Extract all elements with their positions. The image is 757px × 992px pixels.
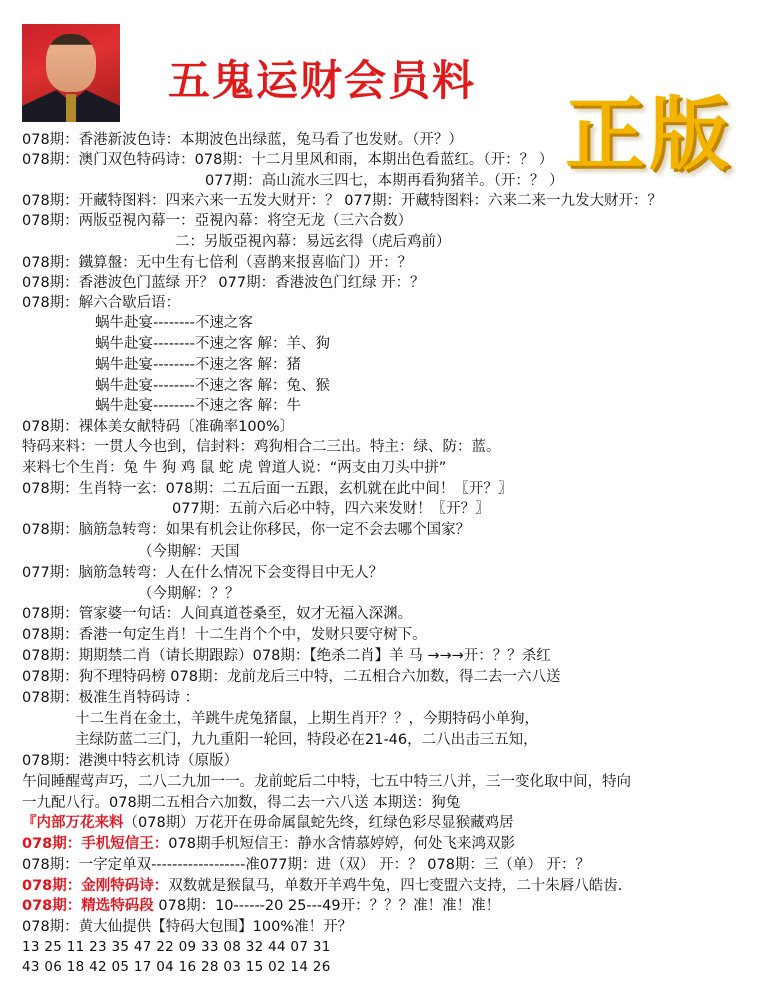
text-line: 077期：高山流水三四七，本期再看狗猪羊。（开：？ ） <box>205 173 564 189</box>
highlight-label: 078期：手机短信王： <box>22 836 169 852</box>
line-text: 078期手机短信王：静水含情慕婷婷，何处飞来鸿双影 <box>168 836 515 852</box>
highlight-label: 078期：精选特码段 <box>22 898 154 914</box>
text-line <box>22 897 500 915</box>
text-line: （今期解：天国 <box>138 544 240 560</box>
text-line <box>22 835 515 853</box>
text-line: 078期：极准生肖特码诗 ： <box>22 690 200 706</box>
text-line: 078期：脑筋急转弯：如果有机会让你移民，你一定不会去哪个国家？ <box>22 522 471 538</box>
text-line: 077期：五前六后必中特，四六来发财！〖开？〗 <box>172 501 490 517</box>
text-line: 十二生肖在金土，羊跳牛虎兔猪鼠，上期生肖开？？，今期特码小单狗， <box>75 711 539 727</box>
line-text: 078期：10------20 25---49开：？？？准！准！准！ <box>153 898 501 914</box>
text-line: 蜗牛赴宴--------不速之客 解：猪 <box>95 357 301 373</box>
text-line: 078期：香港波色门蓝绿 开？ 077期：香港波色门红绿 开：？ <box>22 275 425 291</box>
text-line: 078期：裸体美女献特码〔准确率100%〕 <box>22 419 295 435</box>
text-line: 蜗牛赴宴--------不速之客 解：羊、狗 <box>95 336 330 352</box>
text-line: 078期：鐵算盤：无中生有七倍利（喜鹊来报喜临门）开：？ <box>22 255 413 271</box>
text-line: 一九配八行。078期二五相合六加数，得二去一六八送 本期送：狗兔 <box>22 795 461 811</box>
text-line: 078期：黄大仙提供【特码大包围】100%准！开？ <box>22 919 353 935</box>
line-text: （078期）万花开在毋命属鼠蛇先终，红绿色彩尽显猴藏鸡居 <box>123 815 514 831</box>
highlight-label: 『内部万花来料 <box>22 815 124 831</box>
text-line: 主绿防蓝二三门，九九重阳一轮回，特段必在21-46，二八出击三五知， <box>75 732 538 748</box>
highlight-label: 078期：金刚特码诗： <box>22 878 169 894</box>
text-line: 078期：一字定单双------------------准077期：进（双） 开：？ 078期：三（单） 开：？ <box>22 857 591 873</box>
text-line: 078期：香港新波色诗：本期波色出绿蓝，兔马看了也发财。（开？） <box>22 132 463 148</box>
text-line: 078期：管家婆一句话：人间真道苍桑至，奴才无福入深渊。 <box>22 606 413 622</box>
page-title: 五鬼运财会员料 <box>168 56 477 105</box>
text-line: 078期：澳门双色特码诗：078期：十二月里风和雨，本期出色看蓝红。（开：？ ） <box>22 152 554 168</box>
text-line: 078期：两版亞視內幕一：亞視內幕：将空无龙（三六合数） <box>22 213 413 229</box>
line-text: 双数就是猴鼠马，单数开羊鸡牛兔，四七变盟六支持，二十朱唇八皓齿． <box>168 878 633 894</box>
text-line: 午间睡醒莺声巧，二八二九加一一。龙前蛇后二中特，七五中特三八并，三一变化取中间，特向 <box>22 774 631 790</box>
portrait-photo <box>22 24 120 122</box>
text-line: 特码来料：一贯人今也到，信封料：鸡狗相合二三出。特主：绿、防：蓝。 <box>22 439 501 455</box>
text-line: 078期：香港一句定生肖！十二生肖个个中，发财只要守树下。 <box>22 627 427 643</box>
text-line: 077期：脑筋急转弯：人在什么情况下会变得目中无人？ <box>22 565 384 581</box>
numbers-row-1: 13 25 11 23 35 47 22 09 33 08 32 44 07 31 <box>22 939 331 955</box>
text-line: 078期：期期禁二肖（请长期跟踪）078期：【绝杀二肖】羊 马 →→→开：？？杀红 <box>22 648 551 664</box>
text-line: 078期：解六合歇后语： <box>22 295 181 311</box>
text-line: 078期：港澳中特玄机诗（原版） <box>22 753 239 769</box>
text-line: 来料七个生肖：兔 牛 狗 鸡 鼠 蛇 虎 曾道人说：“两支由刀头中拼” <box>22 460 447 476</box>
text-line: 078期：狗不理特码榜 078期：龙前龙后三中特，二五相合六加数，得二去一六八送 <box>22 669 561 685</box>
portrait-face <box>46 34 96 92</box>
text-line: 蜗牛赴宴--------不速之客 解：兔、猴 <box>95 378 330 394</box>
portrait-tie <box>66 94 76 122</box>
text-line: 078期：开藏特图料：四来六来一五发大财开：？ 077期：开藏特图料：六来二来一九发大财开：？ <box>22 193 662 209</box>
text-line <box>22 814 514 832</box>
numbers-row-2: 43 06 18 42 05 17 04 16 28 03 15 02 14 26 <box>22 959 331 975</box>
text-line: 二：另版亞視內幕：易远玄得（虎后鸡前） <box>175 234 451 250</box>
text-line: 蜗牛赴宴--------不速之客 解：牛 <box>95 398 301 414</box>
authentic-badge: 正版 <box>565 87 733 181</box>
text-line: （今期解：？？ <box>138 586 240 602</box>
text-line <box>22 877 632 895</box>
text-line: 蜗牛赴宴--------不速之客 <box>95 315 253 331</box>
text-line: 078期：生肖特一玄：078期：二五后面一五跟，玄机就在此中间！〖开？〗 <box>22 481 513 497</box>
